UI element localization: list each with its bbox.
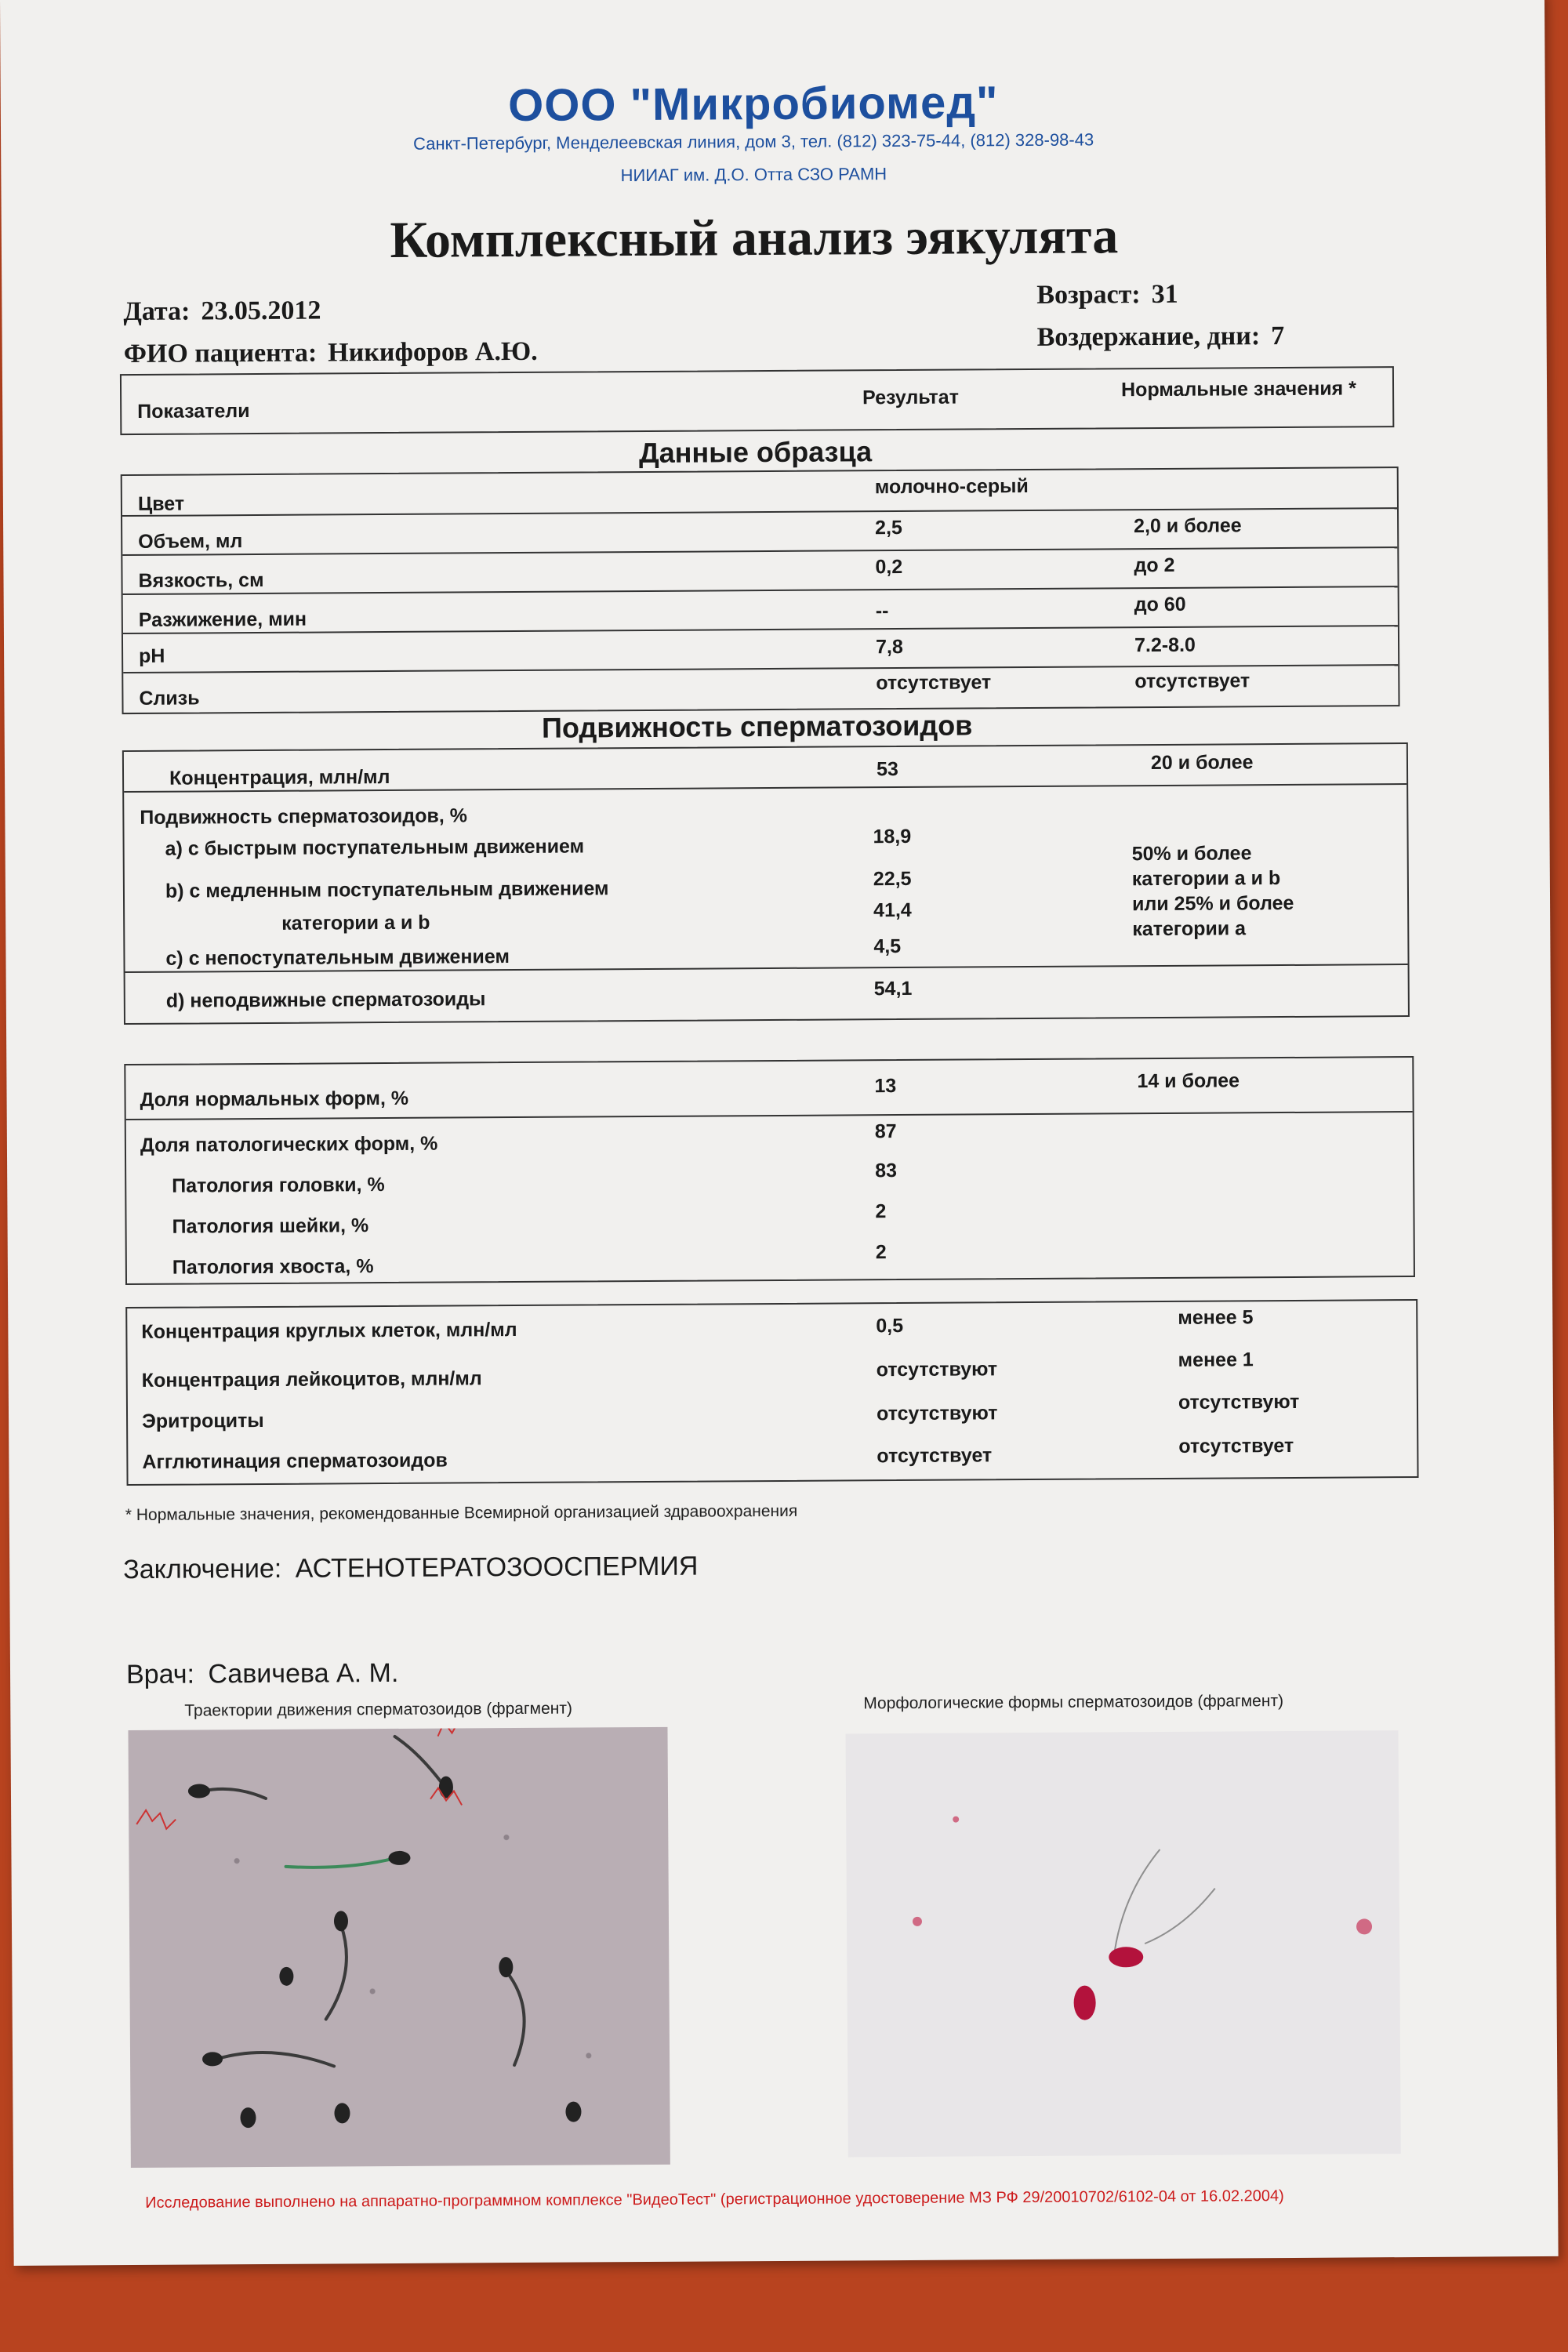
company-name: ООО "Микробиомед" [507, 77, 999, 132]
patient-name-value: Никифоров А.Ю. [328, 336, 538, 368]
section-sample-title: Данные образца [638, 435, 873, 470]
age-line [1036, 280, 1178, 310]
row-label: Объем, мл [138, 530, 243, 553]
row-result: 87 [874, 1120, 897, 1143]
photo-left-caption: Траектории движения сперматозоидов (фрагмент) [184, 1699, 573, 1720]
row-norm: 7.2-8.0 [1134, 633, 1196, 657]
row-label: d) неподвижные сперматозоиды [165, 988, 486, 1012]
table-row [123, 666, 1398, 713]
company-address: Санкт-Петербург, Менделеевская линия, дом 3, тел. (812) 323-75-44, (812) 328-98-43 [412, 129, 1094, 154]
photo-right-caption: Морфологические формы сперматозоидов (фрагмент) [863, 1692, 1284, 1713]
norm-line: или 25% и более [1131, 891, 1294, 916]
row-norm: менее 5 [1178, 1306, 1254, 1329]
row-label: а) с быстрым поступательным движением [165, 835, 585, 860]
row-result: 53 [876, 758, 898, 781]
row-result: -- [875, 600, 889, 622]
row-result: 18,9 [873, 825, 912, 848]
date-label: Дата: [123, 296, 191, 327]
date-line [123, 296, 321, 328]
row-label: Патология хвоста, % [172, 1255, 374, 1279]
row-label: Разжижение, мин [138, 608, 307, 631]
conclusion-value: АСТЕНОТЕРАТОЗООСПЕРМИЯ [295, 1551, 699, 1584]
age-label: Возраст: [1036, 280, 1141, 310]
table-header [120, 366, 1394, 435]
footnote: * Нормальные значения, рекомендованные Всемирной организацией здравоохранения [125, 1501, 798, 1525]
section-motility-title: Подвижность сперматозоидов [541, 709, 973, 744]
row-norm: до 2 [1134, 554, 1175, 577]
row-label: Эритроциты [141, 1409, 264, 1432]
row-result: отсутствует [876, 671, 992, 695]
row-result: 7,8 [875, 635, 903, 659]
row-label: Доля патологических форм, % [140, 1132, 438, 1156]
row-result: 2 [875, 1200, 887, 1223]
norm-line: 50% и более [1131, 842, 1252, 866]
trajectory-graphic [128, 1727, 670, 2168]
row-label: Доля нормальных форм, % [140, 1087, 409, 1111]
cells-table [125, 1299, 1418, 1486]
patient-line [124, 337, 538, 369]
row-norm: до 60 [1134, 593, 1186, 616]
row-result: 22,5 [873, 867, 912, 891]
motility-norm [1132, 840, 1294, 942]
header-norm: Нормальные значения * [1120, 377, 1356, 401]
doctor [126, 1658, 399, 1690]
row-label: Концентрация, млн/мл [169, 765, 390, 789]
header-result: Результат [862, 386, 959, 409]
morphology-image [846, 1730, 1401, 2157]
row-result: 2 [875, 1241, 887, 1264]
row-result: молочно-серый [874, 474, 1029, 499]
row-result: 4,5 [873, 935, 902, 958]
row-norm: 14 и более [1137, 1069, 1240, 1093]
row-label: Слизь [139, 687, 200, 710]
sample-table [121, 466, 1400, 714]
morphology-graphic [846, 1730, 1401, 2157]
age-value: 31 [1151, 279, 1178, 310]
row-result: отсутствуют [876, 1358, 998, 1381]
row-norm: менее 1 [1178, 1348, 1254, 1371]
row-label: Концентрация круглых клеток, млн/мл [141, 1319, 517, 1343]
row-norm: отсутствует [1178, 1434, 1294, 1457]
table-row [125, 1058, 1412, 1120]
abstinence-line [1037, 321, 1285, 353]
row-label: с) с непоступательным движением [165, 946, 510, 970]
norm-line: категории а и b [1131, 867, 1281, 891]
table-row [124, 744, 1406, 793]
row-result: 13 [874, 1075, 897, 1098]
motility-trajectory-image [128, 1727, 670, 2168]
conclusion [123, 1552, 698, 1585]
conclusion-label: Заключение: [123, 1553, 282, 1585]
abstinence-value: 7 [1271, 321, 1285, 351]
row-result: 83 [875, 1160, 898, 1182]
row-result: отсутствует [877, 1444, 993, 1468]
row-norm: отсутствуют [1178, 1390, 1300, 1414]
page-title: Комплексный анализ эякулята [390, 207, 1119, 269]
row-label: Патология головки, % [172, 1174, 385, 1197]
row-result: 2,5 [875, 516, 902, 539]
row-label: pH [139, 644, 165, 667]
abstinence-label: Воздержание, дни: [1036, 321, 1261, 352]
row-result: отсутствуют [876, 1402, 998, 1425]
row-label: b) с медленным поступательным движением [165, 877, 609, 902]
morphology-table [124, 1056, 1415, 1285]
row-norm: отсутствует [1134, 670, 1250, 693]
header-indicator: Показатели [137, 400, 250, 423]
row-label: Агглютинация сперматозоидов [142, 1449, 448, 1473]
row-result: 41,4 [873, 898, 912, 922]
row-result: 0,5 [876, 1314, 904, 1338]
row-label: категории а и b [281, 911, 430, 935]
doctor-label: Врач: [125, 1659, 195, 1690]
doctor-name: Савичева А. М. [208, 1657, 399, 1690]
row-label: Концентрация лейкоцитов, млн/мл [141, 1367, 482, 1392]
row-norm: 2,0 и более [1134, 514, 1242, 538]
motility-table [122, 742, 1410, 1025]
row-result: 54,1 [873, 977, 913, 1000]
patient-name-label: ФИО пациента: [123, 338, 318, 369]
row-label: Патология шейки, % [172, 1214, 369, 1238]
equipment-note: Исследование выполнено на аппаратно-программном комплексе "ВидеоТест" (регистрационное удостоверение МЗ РФ 29/20010702/6102-04 от 16.02.2004) [145, 2187, 1284, 2212]
row-label: Цвет [137, 492, 185, 515]
institute-name: НИИАГ им. Д.О. Отта СЗО РАМН [620, 164, 887, 186]
row-result: 0,2 [875, 555, 903, 579]
norm-line: категории а [1132, 917, 1247, 941]
date-value: 23.05.2012 [201, 296, 321, 326]
row-norm: 20 и более [1150, 751, 1254, 775]
row-label: Вязкость, см [138, 568, 264, 592]
motility-label: Подвижность сперматозоидов, % [140, 804, 468, 829]
